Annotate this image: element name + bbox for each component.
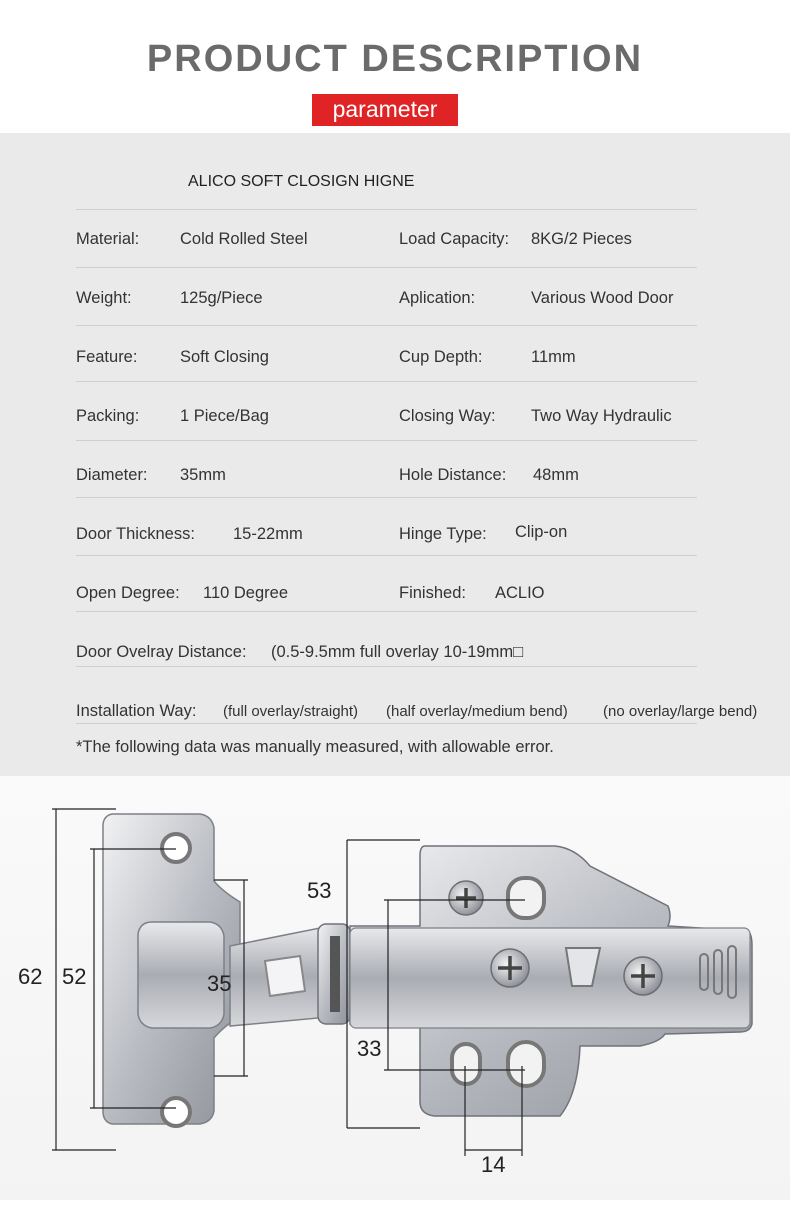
spec-label: Finished: <box>399 584 466 602</box>
install-label: Installation Way: <box>76 702 197 720</box>
spec-label: Open Degree: <box>76 584 180 602</box>
spec-label: Closing Way: <box>399 407 496 425</box>
header <box>0 0 790 133</box>
arm-slot <box>265 956 305 996</box>
mount-slot <box>452 1044 480 1084</box>
divider <box>76 325 697 326</box>
spec-label: Load Capacity: <box>399 230 510 248</box>
measurement-note: *The following data was manually measured, with allowable error. <box>76 738 554 756</box>
divider <box>76 723 697 724</box>
divider <box>76 381 697 382</box>
spec-value: Various Wood Door <box>531 289 674 307</box>
spec-value: 8KG/2 Pieces <box>531 230 632 248</box>
spec-label: Packing: <box>76 407 140 425</box>
spec-value: 15-22mm <box>233 525 303 543</box>
dimension-35: 35 <box>207 971 232 996</box>
spec-value: 35mm <box>180 466 226 484</box>
plate-hole <box>162 834 190 862</box>
spec-value: ACLIO <box>495 584 545 602</box>
divider <box>76 611 697 612</box>
overlay-label: Door Ovelray Distance: <box>76 643 247 661</box>
dimension-33: 33 <box>357 1036 382 1061</box>
mount-slot <box>508 878 544 918</box>
hinge-arm-cover <box>350 928 750 1028</box>
hinge-spring <box>330 936 340 1012</box>
spec-label: Hole Distance: <box>399 466 507 484</box>
spec-value: 1 Piece/Bag <box>180 407 269 425</box>
hinge-diagram <box>0 776 790 1200</box>
divider <box>76 497 697 498</box>
dimension-14: 14 <box>481 1152 506 1177</box>
spec-label: Hinge Type: <box>399 525 487 543</box>
spec-value: 48mm <box>533 466 579 484</box>
divider <box>76 267 697 268</box>
dimension-52: 52 <box>62 964 87 989</box>
spec-value: Cold Rolled Steel <box>180 230 308 248</box>
hinge-illustration <box>0 776 790 1200</box>
divider <box>76 440 697 441</box>
spec-label: Material: <box>76 230 140 248</box>
spec-label: Door Thickness: <box>76 525 195 543</box>
dimension-53: 53 <box>307 878 332 903</box>
install-value: (half overlay/medium bend) <box>386 703 568 720</box>
page-title: PRODUCT DESCRIPTION <box>146 38 644 80</box>
spec-value: Two Way Hydraulic <box>531 407 672 425</box>
dimension-62: 62 <box>18 964 43 989</box>
divider <box>76 666 697 667</box>
spec-label: Feature: <box>76 348 138 366</box>
install-value: (no overlay/large bend) <box>603 703 758 720</box>
spec-value: Clip-on <box>515 523 568 541</box>
spec-label: Cup Depth: <box>399 348 483 366</box>
spec-label: Weight: <box>76 289 132 307</box>
spec-value: 11mm <box>531 348 576 366</box>
divider <box>76 209 697 210</box>
spec-label: Aplication: <box>399 289 476 307</box>
spec-value: Soft Closing <box>180 348 269 366</box>
spec-value: 110 Degree <box>203 584 289 602</box>
spec-table <box>0 133 790 776</box>
plate-hole <box>162 1098 190 1126</box>
spec-label: Diameter: <box>76 466 148 484</box>
install-value: (full overlay/straight) <box>223 703 359 720</box>
divider <box>76 555 697 556</box>
spec-title: ALICO SOFT CLOSIGN HIGNE <box>188 173 415 190</box>
parameter-badge: parameter <box>312 94 458 126</box>
spec-value: 125g/Piece <box>180 289 263 307</box>
overlay-value: (0.5-9.5mm full overlay 10-19mm□ <box>271 643 524 661</box>
mount-slot <box>508 1042 544 1086</box>
